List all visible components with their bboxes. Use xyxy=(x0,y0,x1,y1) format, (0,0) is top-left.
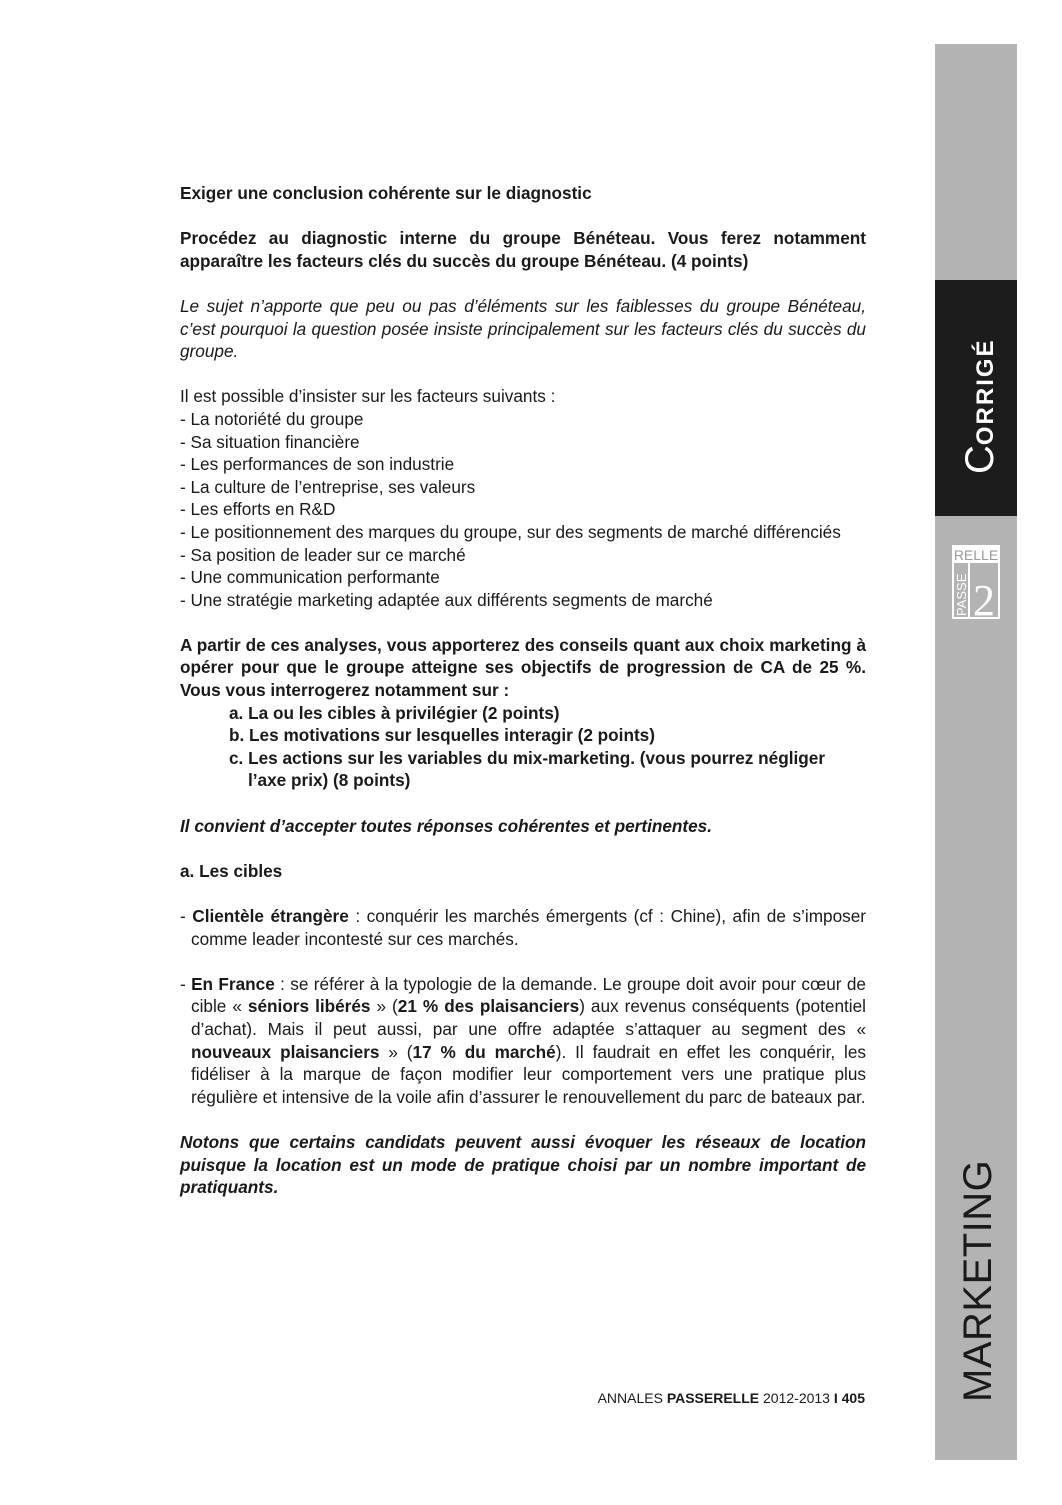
question-2-item-c: c. Les actions sur les variables du mix-marketing. (vous pourrez négliger l’axe prix) (8 points) xyxy=(229,747,826,791)
question-2-item-b: b. Les motivations sur lesquelles interagir (2 points) xyxy=(229,725,655,746)
factor-item: - Les performances de son industrie xyxy=(180,454,455,475)
page-number: 405 xyxy=(841,1390,865,1406)
answer-france: - En France : se référer à la typologie de la demande. Le groupe doit avoir pour cœur de cible « séniors libérés » (21 % des plaisanciers) aux revenus conséquents (potentiel d’achat). Mais il peut aussi, par une offre adaptée s’attaquer au segment des « nouveaux plaisanciers » (17 % du marché). Il faudrait en effet les conquérir, les fidéliser à la marque de façon modifier leur comportement vers une pratique plus régulière et intensive de la voile afin d’assurer le renouvellement du parc de bateaux par. xyxy=(180,973,866,1107)
page-footer: ANNALES PASSERELLE 2012-2013 I 405 xyxy=(597,1390,865,1406)
factor-item: - Une communication performante xyxy=(180,567,440,588)
question-1-note: Le sujet n’apporte que peu ou pas d’éléments sur les faiblesses du groupe Bénéteau, c’est pourquoi la question posée insiste principalement sur les facteurs clés du succès du groupe. xyxy=(180,295,866,362)
question-2: A partir de ces analyses, vous apporterez des conseils quant aux choix marketing à opérer pour que le groupe atteigne ses objectifs de progression de CA de 25 %. Vous vous interrogerez notamment sur : xyxy=(180,634,866,701)
factor-item: - Le positionnement des marques du groupe, sur des segments de marché différenciés xyxy=(180,521,841,542)
factor-item: - La notoriété du groupe xyxy=(180,408,364,429)
factor-item: - Les efforts en R&D xyxy=(180,499,336,520)
factors-intro: Il est possible d’insister sur les facteurs suivants : xyxy=(180,386,556,407)
factor-item: - Sa position de leader sur ce marché xyxy=(180,544,466,565)
marketing-label: MARKETING xyxy=(956,1159,1000,1402)
svg-text:PASSE: PASSE xyxy=(954,573,969,616)
question-2-item-a: a. La ou les cibles à privilégier (2 points) xyxy=(229,702,560,723)
answer-note: Notons que certains candidats peuvent aussi évoquer les réseaux de location puisque la location est un mode de pratique choisi par un nombre important de pratiquants. xyxy=(180,1131,866,1198)
answer-heading: a. Les cibles xyxy=(180,860,283,881)
passerelle-2-logo xyxy=(952,545,1000,619)
factor-item: - Une stratégie marketing adaptée aux différents segments de marché xyxy=(180,589,713,610)
svg-text:RELLE: RELLE xyxy=(953,547,999,563)
page-content xyxy=(180,182,866,1199)
corrige-label: CORRIGÉ xyxy=(958,338,1002,474)
question-1: Procédez au diagnostic interne du groupe Bénéteau. Vous ferez notamment apparaître les facteurs clés du succès du groupe Bénéteau. (4 points) xyxy=(180,228,866,271)
factor-item: - Sa situation financière xyxy=(180,431,360,452)
question-2-note: Il convient d’accepter toutes réponses cohérentes et pertinentes. xyxy=(180,815,713,836)
answer-foreign-clients: - Clientèle étrangère : conquérir les marchés émergents (cf : Chine), afin de s’imposer comme leader incontesté sur ces marchés. xyxy=(180,906,867,949)
section-heading: Exiger une conclusion cohérente sur le diagnostic xyxy=(180,183,592,203)
svg-text:2: 2 xyxy=(973,576,995,619)
factor-item: - La culture de l’entreprise, ses valeurs xyxy=(180,476,476,497)
